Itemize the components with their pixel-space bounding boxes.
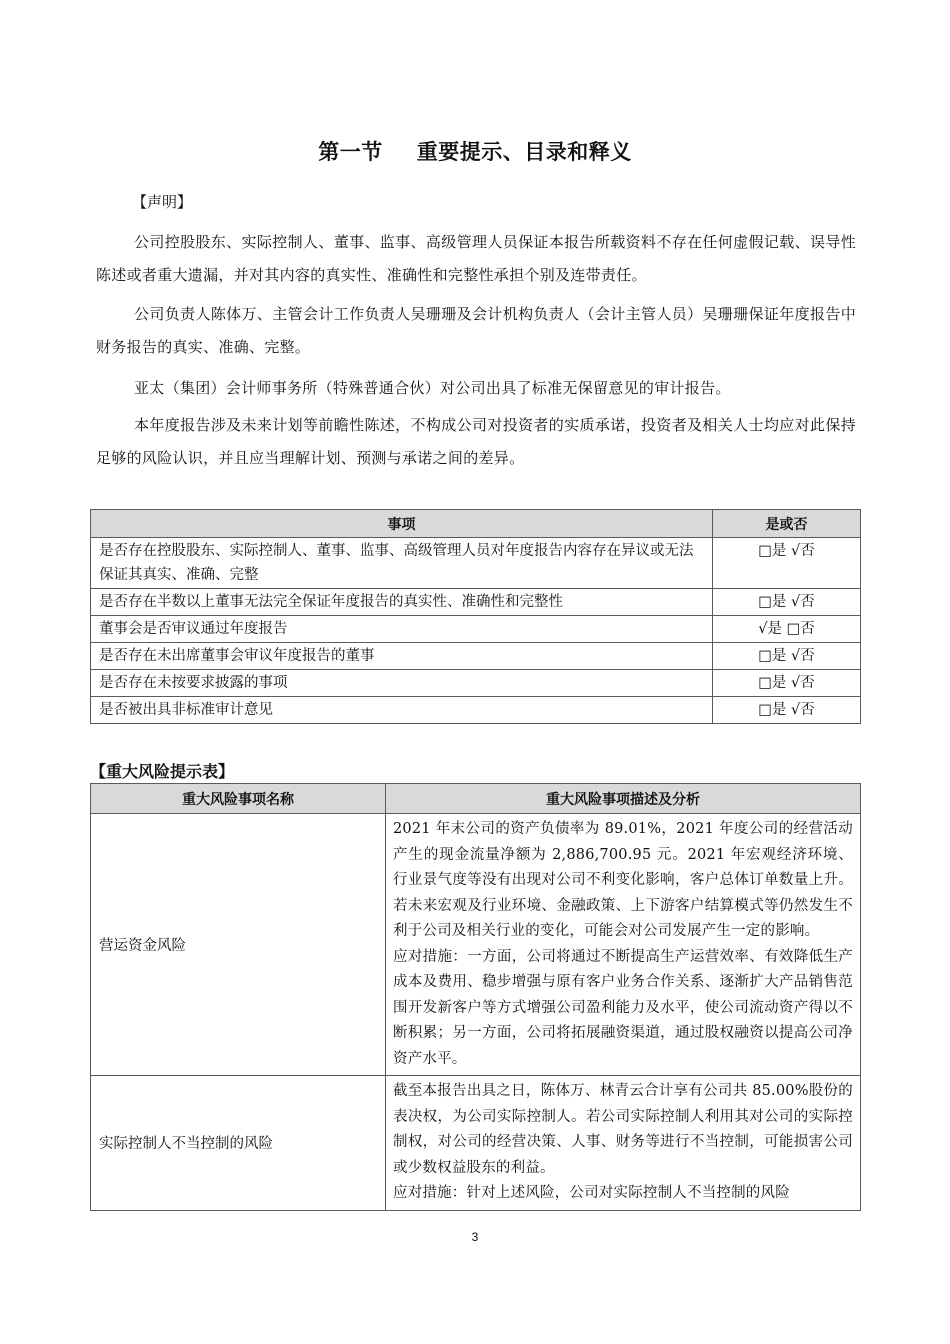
- risk-description: 2021 年末公司的资产负债率为 89.01%，2021 年度公司的经营活动产生的现金流量净额为 2,886,700.95 元。2021 年宏观经济环境、行业景气度等没有出现对公司不利变化影响，客户总体订单数量上升。若未来宏观及行业环境、金融政策、上下游客户结算模式等仍然发生不利于公司及相关行业的变化，可能会对公司发展产生一定的影响。: [393, 821, 853, 939]
- matters-table: [90, 509, 861, 724]
- answer-cell: □是 √否: [713, 697, 861, 724]
- risk-name-cell: 实际控制人不当控制的风险: [91, 1076, 386, 1211]
- declaration-paragraph: 本年度报告涉及未来计划等前瞻性陈述，不构成公司对投资者的实质承诺，投资者及相关人士均应对此保持足够的风险认识，并且应当理解计划、预测与承诺之间的差异。: [96, 416, 856, 467]
- table-row: [91, 616, 861, 643]
- table-row: [91, 538, 861, 589]
- table-row: [91, 643, 861, 670]
- risk-description-cell: [386, 1076, 861, 1211]
- answer-cell: √是 □否: [713, 616, 861, 643]
- page-title: [0, 136, 950, 166]
- table-row: [91, 589, 861, 616]
- answer-cell: □是 √否: [713, 589, 861, 616]
- matter-cell: 是否存在未出席董事会审议年度报告的董事: [91, 643, 713, 670]
- section-title: 重要提示、目录和释义: [416, 140, 632, 164]
- risk-description-cell: [386, 814, 861, 1076]
- table-row: [91, 670, 861, 697]
- page-number: 3: [471, 1230, 479, 1244]
- matter-cell: 是否存在半数以上董事无法完全保证年度报告的真实性、准确性和完整性: [91, 589, 713, 616]
- risk-table-heading: 【重大风险提示表】: [90, 762, 235, 781]
- table-row: [91, 697, 861, 724]
- section-number: 第一节: [318, 140, 383, 164]
- risk-description: 截至本报告出具之日，陈体万、林青云合计享有公司共 85.00%股份的表决权，为公司实际控制人。若公司实际控制人利用其对公司的实际控制权，对公司的经营决策、人事、财务等进行不当控制，可能损害公司或少数权益股东的利益。: [393, 1083, 853, 1176]
- column-header-matter: 事项: [91, 510, 713, 538]
- declaration-paragraph: 公司控股股东、实际控制人、董事、监事、高级管理人员保证本报告所载资料不存在任何虚假记载、误导性陈述或者重大遗漏，并对其内容的真实性、准确性和完整性承担个别及连带责任。: [96, 233, 856, 284]
- risk-measures: 应对措施：针对上述风险，公司对实际控制人不当控制的风险: [393, 1185, 790, 1201]
- matter-cell: 是否被出具非标准审计意见: [91, 697, 713, 724]
- table-row: [91, 814, 861, 1076]
- matter-cell: 是否存在控股股东、实际控制人、董事、监事、高级管理人员对年度报告内容存在异议或无法保证其真实、准确、完整: [91, 538, 713, 589]
- column-header-yes-no: 是或否: [713, 510, 861, 538]
- column-header-risk-name: 重大风险事项名称: [91, 784, 386, 814]
- answer-cell: □是 √否: [713, 670, 861, 697]
- table-row: [91, 1076, 861, 1211]
- answer-cell: □是 √否: [713, 643, 861, 670]
- matter-cell: 董事会是否审议通过年度报告: [91, 616, 713, 643]
- risk-measures: 应对措施：一方面，公司将通过不断提高生产运营效率、有效降低生产成本及费用、稳步增强与原有客户业务合作关系、逐渐扩大产品销售范围开发新客户等方式增强公司盈利能力及水平，使公司流动资产得以不断积累；另一方面，公司将拓展融资渠道，通过股权融资以提高公司净资产水平。: [393, 948, 853, 1067]
- table-header-row: [91, 784, 861, 814]
- declaration-label: 【声明】: [132, 193, 193, 211]
- table-header-row: [91, 510, 861, 538]
- risk-name-cell: 营运资金风险: [91, 814, 386, 1076]
- risk-table: [90, 783, 861, 1211]
- answer-cell: □是 √否: [713, 538, 861, 589]
- declaration-paragraph: 亚太（集团）会计师事务所（特殊普通合伙）对公司出具了标准无保留意见的审计报告。: [134, 379, 731, 397]
- matter-cell: 是否存在未按要求披露的事项: [91, 670, 713, 697]
- declaration-paragraph: 公司负责人陈体万、主管会计工作负责人吴珊珊及会计机构负责人（会计主管人员）吴珊珊保证年度报告中财务报告的真实、准确、完整。: [96, 305, 856, 356]
- column-header-risk-description: 重大风险事项描述及分析: [386, 784, 861, 814]
